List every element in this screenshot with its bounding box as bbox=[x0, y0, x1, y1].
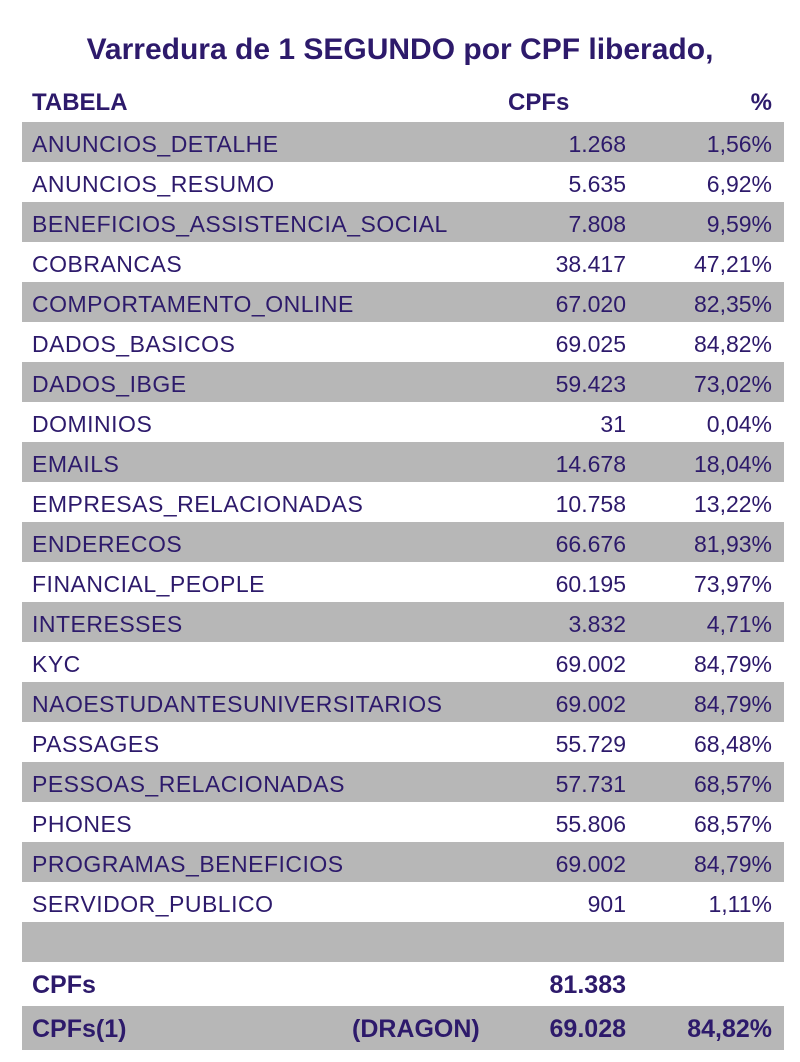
row-cpfs: 60.195 bbox=[555, 571, 626, 597]
table-row bbox=[22, 202, 784, 242]
row-cpfs: 31 bbox=[600, 411, 626, 437]
row-pct: 68,48% bbox=[693, 731, 772, 757]
row-name: EMPRESAS_RELACIONADAS bbox=[32, 491, 364, 517]
row-name: FINANCIAL_PEOPLE bbox=[32, 571, 265, 597]
table-row bbox=[22, 442, 784, 482]
row-cpfs: 69.002 bbox=[555, 851, 626, 877]
row-cpfs: 10.758 bbox=[555, 491, 626, 517]
row-pct: 1,11% bbox=[708, 891, 772, 917]
table-row bbox=[22, 322, 784, 362]
table-row bbox=[22, 162, 784, 202]
row-name: DOMINIOS bbox=[32, 411, 153, 437]
row-pct: 9,59% bbox=[706, 211, 772, 237]
row-pct: 84,79% bbox=[693, 851, 772, 877]
row-name: COMPORTAMENTO_ONLINE bbox=[32, 291, 354, 317]
row-cpfs: 7.808 bbox=[568, 211, 626, 237]
row-pct: 73,97% bbox=[693, 571, 772, 597]
table-row bbox=[22, 562, 784, 602]
row-cpfs: 57.731 bbox=[555, 771, 626, 797]
total-row-dragon bbox=[22, 1006, 784, 1050]
row-cpfs: 55.729 bbox=[555, 731, 626, 757]
row-pct: 0,04% bbox=[706, 411, 772, 437]
row-pct: 84,79% bbox=[693, 691, 772, 717]
row-pct: 84,82% bbox=[693, 331, 772, 357]
row-cpfs: 55.806 bbox=[555, 811, 626, 837]
total-cpfs: 81.383 bbox=[549, 971, 626, 999]
table-row bbox=[22, 482, 784, 522]
row-pct: 18,04% bbox=[693, 451, 772, 477]
row-pct: 6,92% bbox=[706, 171, 772, 197]
table-body bbox=[22, 122, 784, 922]
row-name: BENEFICIOS_ASSISTENCIA_SOCIAL bbox=[32, 211, 448, 237]
row-cpfs: 69.025 bbox=[555, 331, 626, 357]
row-pct: 47,21% bbox=[693, 251, 772, 277]
row-name: PASSAGES bbox=[32, 731, 160, 757]
table-row bbox=[22, 842, 784, 882]
row-pct: 1,56% bbox=[706, 131, 772, 157]
row-name: PROGRAMAS_BENEFICIOS bbox=[32, 851, 344, 877]
table-row bbox=[22, 642, 784, 682]
table-row bbox=[22, 802, 784, 842]
row-cpfs: 69.002 bbox=[555, 691, 626, 717]
header-tabela: TABELA bbox=[32, 89, 128, 116]
row-name: KYC bbox=[32, 651, 81, 677]
table-row bbox=[22, 682, 784, 722]
row-cpfs: 1.268 bbox=[568, 131, 626, 157]
row-name: ANUNCIOS_DETALHE bbox=[32, 131, 279, 157]
table-row bbox=[22, 882, 784, 922]
total-label: CPFs bbox=[32, 971, 96, 999]
table-row bbox=[22, 122, 784, 162]
row-name: PHONES bbox=[32, 811, 133, 837]
row-name: DADOS_BASICOS bbox=[32, 331, 236, 357]
row-pct: 13,22% bbox=[693, 491, 772, 517]
row-cpfs: 14.678 bbox=[555, 451, 626, 477]
table-row bbox=[22, 762, 784, 802]
row-pct: 81,93% bbox=[693, 531, 772, 557]
row-cpfs: 69.002 bbox=[555, 651, 626, 677]
row-name: COBRANCAS bbox=[32, 251, 183, 277]
row-cpfs: 38.417 bbox=[555, 251, 626, 277]
header-cpfs: CPFs bbox=[508, 89, 570, 116]
table-row bbox=[22, 362, 784, 402]
header-pct: % bbox=[750, 89, 772, 116]
table-row bbox=[22, 602, 784, 642]
row-pct: 68,57% bbox=[693, 811, 772, 837]
table-row bbox=[22, 522, 784, 562]
row-name: INTERESSES bbox=[32, 611, 183, 637]
row-cpfs: 67.020 bbox=[555, 291, 626, 317]
total-cpfs: 69.028 bbox=[549, 1015, 626, 1043]
row-cpfs: 5.635 bbox=[568, 171, 626, 197]
total-tag: (DRAGON) bbox=[352, 1015, 480, 1043]
row-cpfs: 901 bbox=[587, 891, 626, 917]
table-row bbox=[22, 402, 784, 442]
row-name: NAOESTUDANTESUNIVERSITARIOS bbox=[32, 691, 443, 717]
row-pct: 82,35% bbox=[693, 291, 772, 317]
row-cpfs: 59.423 bbox=[555, 371, 626, 397]
table-header bbox=[22, 82, 784, 124]
blank-row bbox=[22, 922, 784, 962]
table-row bbox=[22, 282, 784, 322]
table-row bbox=[22, 242, 784, 282]
row-pct: 84,79% bbox=[693, 651, 772, 677]
table-row bbox=[22, 722, 784, 762]
row-name: PESSOAS_RELACIONADAS bbox=[32, 771, 345, 797]
row-name: ENDERECOS bbox=[32, 531, 183, 557]
row-pct: 4,71% bbox=[706, 611, 772, 637]
total-row-cpfs bbox=[22, 962, 784, 1008]
row-pct: 73,02% bbox=[693, 371, 772, 397]
total-pct: 84,82% bbox=[687, 1015, 772, 1043]
row-cpfs: 3.832 bbox=[568, 611, 626, 637]
row-name: EMAILS bbox=[32, 451, 120, 477]
row-name: ANUNCIOS_RESUMO bbox=[32, 171, 275, 197]
row-cpfs: 66.676 bbox=[555, 531, 626, 557]
row-name: SERVIDOR_PUBLICO bbox=[32, 891, 274, 917]
row-name: DADOS_IBGE bbox=[32, 371, 187, 397]
page-title: Varredura de 1 SEGUNDO por CPF liberado, bbox=[86, 33, 714, 66]
total-label: CPFs(1) bbox=[32, 1015, 127, 1043]
row-pct: 68,57% bbox=[693, 771, 772, 797]
